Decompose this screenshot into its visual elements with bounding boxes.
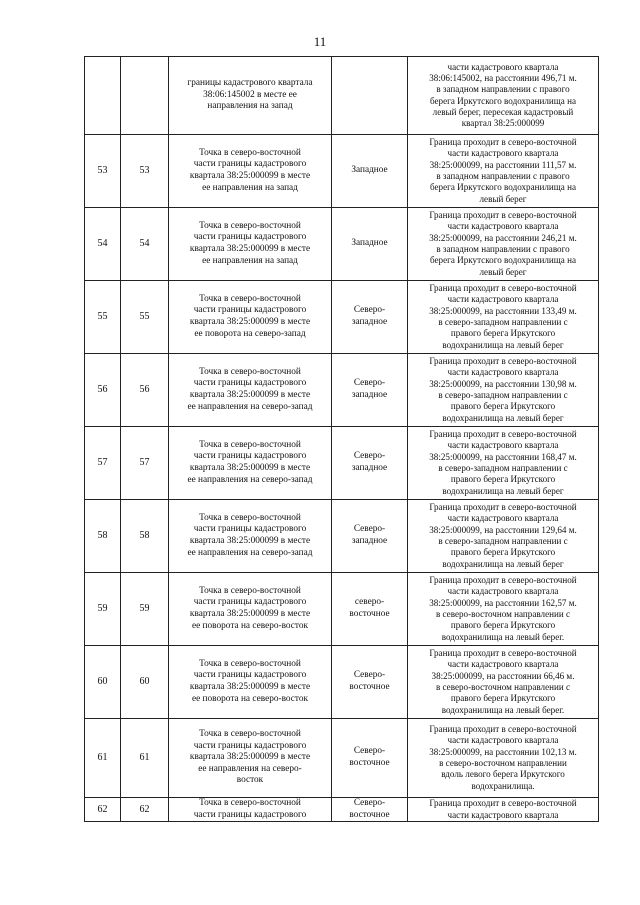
- boundary-description-cell: Граница проходит в северо-восточной части кадастрового квартала 38:25:000099, на расстоянии 111,57 м. в западном направлении с правого берега Иркутского водохранилища на левый берег: [408, 135, 599, 208]
- point-number-cell: [121, 57, 169, 135]
- boundary-description-cell: Граница проходит в северо-восточной части кадастрового квартала 38:25:000099, на расстоянии 162,57 м. в северо-восточном направлении с правого берега Иркутского водохранилища на левый берег.: [408, 573, 599, 646]
- point-description-cell: Точка в северо-восточной части границы кадастрового: [169, 798, 332, 822]
- point-description-cell: границы кадастрового квартала 38:06:145002 в месте ее направления на запад: [169, 57, 332, 135]
- table-row: [85, 798, 599, 822]
- table-body: [85, 57, 599, 822]
- boundary-description-cell: части кадастрового квартала 38:06:145002, на расстоянии 496,71 м. в западном направлении с правого берега Иркутского водохранилища на левый берег, пересекая кадастровый квартал 38:25:000099: [408, 57, 599, 135]
- point-description-cell: Точка в северо-восточной части границы кадастрового квартала 38:25:000099 в месте ее поворота на северо-запад: [169, 281, 332, 354]
- boundary-description-cell: Граница проходит в северо-восточной части кадастрового квартала: [408, 798, 599, 822]
- table-row: [85, 500, 599, 573]
- table-row: [85, 427, 599, 500]
- point-number-cell: 53: [85, 135, 121, 208]
- point-description-cell: Точка в северо-восточной части границы кадастрового квартала 38:25:000099 в месте ее поворота на северо-восток: [169, 646, 332, 719]
- boundary-description-cell: Граница проходит в северо-восточной части кадастрового квартала 38:25:000099, на расстоянии 129,64 м. в северо-западном направлении с правого берега Иркутского водохранилища на левый берег: [408, 500, 599, 573]
- table-row: [85, 135, 599, 208]
- boundary-points-table: [84, 56, 599, 822]
- point-description-cell: Точка в северо-восточной части границы кадастрового квартала 38:25:000099 в месте ее направления на запад: [169, 135, 332, 208]
- point-number-cell: 60: [121, 646, 169, 719]
- point-number-cell: 59: [85, 573, 121, 646]
- point-number-cell: 61: [85, 719, 121, 798]
- point-number-cell: 61: [121, 719, 169, 798]
- point-number-cell: 54: [85, 208, 121, 281]
- direction-cell: Северо- западное: [332, 281, 408, 354]
- direction-cell: Северо- западное: [332, 427, 408, 500]
- table-row: [85, 57, 599, 135]
- point-number-cell: 55: [121, 281, 169, 354]
- boundary-description-cell: Граница проходит в северо-восточной части кадастрового квартала 38:25:000099, на расстоянии 133,49 м. в северо-западном направлении с правого берега Иркутского водохранилища на левый берег: [408, 281, 599, 354]
- point-number-cell: 56: [121, 354, 169, 427]
- point-number-cell: 58: [85, 500, 121, 573]
- direction-cell: Северо- восточное: [332, 719, 408, 798]
- direction-cell: [332, 57, 408, 135]
- point-number-cell: 57: [121, 427, 169, 500]
- page-number: 11: [313, 34, 327, 49]
- boundary-description-cell: Граница проходит в северо-восточной части кадастрового квартала 38:25:000099, на расстоянии 66,46 м. в северо-восточном направлении с правого берега Иркутского водохранилища на левый берег.: [408, 646, 599, 719]
- table-row: [85, 573, 599, 646]
- point-number-cell: 59: [121, 573, 169, 646]
- point-number-cell: 53: [121, 135, 169, 208]
- point-number-cell: 62: [85, 798, 121, 822]
- direction-cell: Северо- восточное: [332, 798, 408, 822]
- point-description-cell: Точка в северо-восточной части границы кадастрового квартала 38:25:000099 в месте ее направления на северо- восток: [169, 719, 332, 798]
- point-number-cell: [85, 57, 121, 135]
- table-row: [85, 719, 599, 798]
- point-number-cell: 58: [121, 500, 169, 573]
- boundary-description-cell: Граница проходит в северо-восточной части кадастрового квартала 38:25:000099, на расстоянии 130,98 м. в северо-западном направлении с правого берега Иркутского водохранилища на левый берег: [408, 354, 599, 427]
- point-number-cell: 55: [85, 281, 121, 354]
- point-number-cell: 57: [85, 427, 121, 500]
- point-description-cell: Точка в северо-восточной части границы кадастрового квартала 38:25:000099 в месте ее направления на северо-запад: [169, 354, 332, 427]
- table-row: [85, 354, 599, 427]
- point-description-cell: Точка в северо-восточной части границы кадастрового квартала 38:25:000099 в месте ее направления на северо-запад: [169, 427, 332, 500]
- boundary-description-cell: Граница проходит в северо-восточной части кадастрового квартала 38:25:000099, на расстоянии 102,13 м. в северо-восточном направлении вдоль левого берега Иркутского водохранилища.: [408, 719, 599, 798]
- boundary-description-cell: Граница проходит в северо-восточной части кадастрового квартала 38:25:000099, на расстоянии 168,47 м. в северо-западном направлении с правого берега Иркутского водохранилища на левый берег: [408, 427, 599, 500]
- direction-cell: Северо- западное: [332, 354, 408, 427]
- point-description-cell: Точка в северо-восточной части границы кадастрового квартала 38:25:000099 в месте ее направления на запад: [169, 208, 332, 281]
- boundary-description-cell: Граница проходит в северо-восточной части кадастрового квартала 38:25:000099, на расстоянии 246,21 м. в западном направлении с правого берега Иркутского водохранилища на левый берег: [408, 208, 599, 281]
- point-number-cell: 60: [85, 646, 121, 719]
- direction-cell: Западное: [332, 208, 408, 281]
- direction-cell: Северо- восточное: [332, 646, 408, 719]
- table-row: [85, 646, 599, 719]
- point-number-cell: 56: [85, 354, 121, 427]
- point-number-cell: 54: [121, 208, 169, 281]
- direction-cell: Северо- западное: [332, 500, 408, 573]
- table-row: [85, 281, 599, 354]
- direction-cell: Западное: [332, 135, 408, 208]
- point-description-cell: Точка в северо-восточной части границы кадастрового квартала 38:25:000099 в месте ее направления на северо-запад: [169, 500, 332, 573]
- table-row: [85, 208, 599, 281]
- point-description-cell: Точка в северо-восточной части границы кадастрового квартала 38:25:000099 в месте ее поворота на северо-восток: [169, 573, 332, 646]
- direction-cell: северо- восточное: [332, 573, 408, 646]
- point-number-cell: 62: [121, 798, 169, 822]
